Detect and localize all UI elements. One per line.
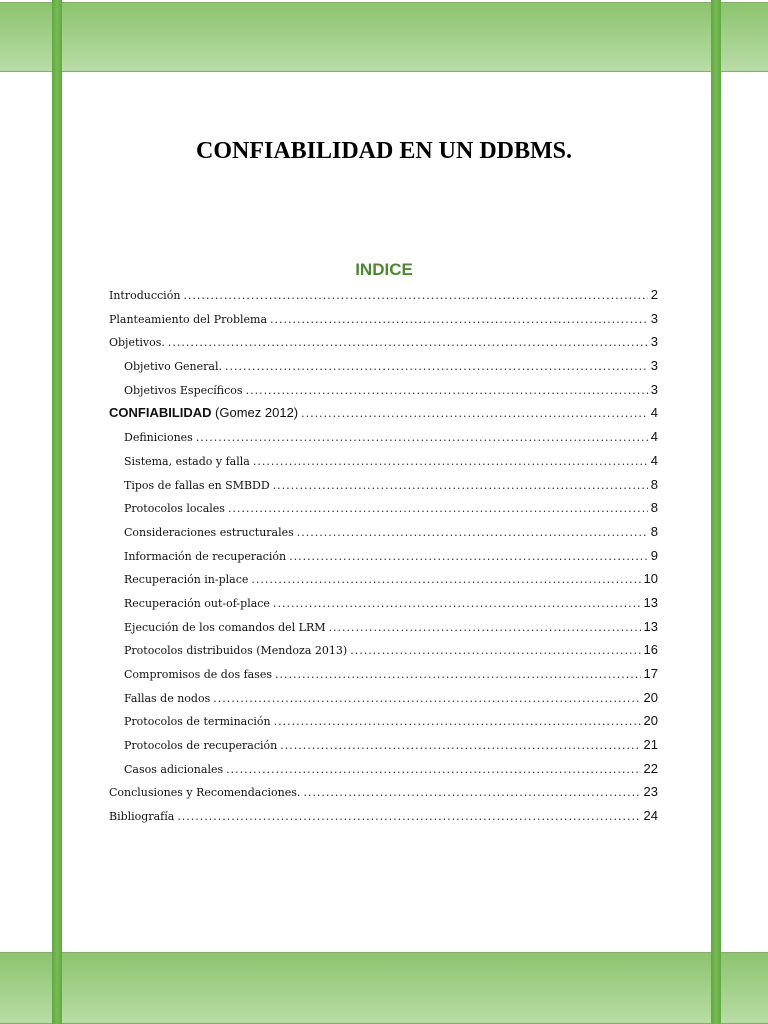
toc-page-number: 9 bbox=[650, 547, 658, 563]
toc-entry[interactable] bbox=[109, 595, 658, 619]
toc-entry-label: Introducción bbox=[109, 289, 181, 302]
toc-entry[interactable] bbox=[109, 548, 658, 572]
dot-leader bbox=[251, 573, 640, 586]
toc-page-number: 8 bbox=[650, 523, 658, 539]
toc-page-number: 20 bbox=[643, 689, 658, 705]
toc-entry-label: Fallas de nodos bbox=[124, 691, 211, 705]
toc-entry-label: Protocolos de terminación bbox=[124, 715, 271, 729]
toc-entry-label: Consideraciones estructurales bbox=[124, 525, 294, 539]
toc-entry[interactable] bbox=[109, 405, 658, 429]
dot-leader bbox=[275, 668, 640, 681]
toc-page-number: 23 bbox=[643, 784, 658, 800]
toc-entry[interactable] bbox=[109, 619, 658, 643]
toc-entry[interactable] bbox=[109, 666, 658, 690]
bottom-decorative-band bbox=[0, 952, 768, 1024]
toc-entry-label: Compromisos de dos fases bbox=[124, 668, 273, 681]
toc-entry[interactable] bbox=[109, 453, 658, 477]
toc-entry[interactable] bbox=[109, 808, 658, 832]
toc-page-number: 2 bbox=[650, 287, 658, 302]
dot-leader bbox=[297, 526, 648, 539]
toc-entry[interactable] bbox=[109, 761, 658, 785]
toc-page-number: 17 bbox=[643, 666, 658, 681]
toc-entry[interactable] bbox=[109, 524, 658, 548]
toc-page-number: 13 bbox=[643, 594, 658, 610]
dot-leader bbox=[273, 479, 648, 492]
toc-entry-label: Sistema, estado y falla bbox=[124, 454, 250, 468]
toc-entry[interactable] bbox=[109, 713, 658, 737]
toc-entry[interactable] bbox=[109, 358, 658, 382]
toc-page-number: 3 bbox=[650, 358, 658, 374]
top-decorative-band bbox=[0, 2, 768, 72]
dot-leader bbox=[270, 313, 648, 326]
toc-entry-citation: (Gomez 2012) bbox=[215, 405, 299, 421]
dot-leader bbox=[177, 810, 640, 823]
toc-entry-label: Objetivo General. bbox=[124, 360, 222, 374]
dot-leader bbox=[274, 715, 641, 728]
toc-entry[interactable] bbox=[109, 429, 658, 453]
dot-leader bbox=[280, 739, 640, 752]
index-heading: INDICE bbox=[355, 260, 413, 279]
toc-entry-label: Planteamiento del Problema bbox=[109, 312, 268, 326]
dot-leader bbox=[168, 336, 648, 349]
toc-entry-label bbox=[109, 405, 298, 420]
dot-leader bbox=[273, 597, 641, 610]
document-title: CONFIABILIDAD EN UN DDBMS. bbox=[195, 138, 573, 164]
dot-leader bbox=[196, 431, 648, 444]
toc-page-number: 3 bbox=[650, 310, 658, 326]
dot-leader bbox=[183, 289, 647, 302]
toc-page-number: 3 bbox=[650, 334, 658, 350]
toc-entry[interactable] bbox=[109, 500, 658, 524]
toc-entry[interactable] bbox=[109, 642, 658, 666]
dot-leader bbox=[228, 502, 648, 515]
dot-leader bbox=[246, 384, 648, 397]
toc-page-number: 21 bbox=[643, 737, 658, 753]
dot-leader bbox=[303, 786, 640, 799]
toc-page-number: 3 bbox=[650, 381, 658, 397]
dot-leader bbox=[301, 407, 648, 420]
toc-entry-label: Protocolos locales bbox=[124, 502, 225, 516]
dot-leader bbox=[350, 644, 640, 657]
toc-entry[interactable] bbox=[109, 690, 658, 714]
toc-entry-label: Ejecución de los comandos del LRM bbox=[124, 620, 326, 634]
dot-leader bbox=[225, 360, 648, 373]
toc-entry[interactable] bbox=[109, 334, 658, 358]
dot-leader bbox=[329, 621, 641, 634]
toc-page-number: 20 bbox=[643, 713, 658, 729]
toc-entry-label: Protocolos de recuperación bbox=[124, 739, 278, 753]
toc-page-number: 4 bbox=[650, 429, 658, 445]
toc-entry[interactable] bbox=[109, 737, 658, 761]
toc-entry[interactable] bbox=[109, 287, 658, 311]
dot-leader bbox=[226, 763, 640, 776]
toc-entry-label: Recuperación in-place bbox=[124, 573, 249, 587]
toc-page-number: 24 bbox=[643, 808, 658, 824]
toc-entry-label: Bibliografía bbox=[109, 810, 175, 824]
toc-entry[interactable] bbox=[109, 382, 658, 406]
dot-leader bbox=[289, 550, 648, 563]
toc-entry[interactable] bbox=[109, 477, 658, 501]
table-of-contents bbox=[109, 287, 658, 832]
toc-page-number: 16 bbox=[643, 642, 658, 658]
toc-entry-label: Información de recuperación bbox=[124, 549, 287, 563]
dot-leader bbox=[253, 455, 648, 468]
toc-entry-label: Objetivos Específicos bbox=[124, 383, 243, 397]
toc-page-number: 22 bbox=[643, 760, 658, 776]
toc-page-number: 10 bbox=[643, 571, 658, 587]
toc-entry-label: Recuperación out-of-place bbox=[124, 596, 270, 610]
toc-entry-label: Protocolos distribuidos (Mendoza 2013) bbox=[124, 644, 348, 658]
toc-page-number: 13 bbox=[643, 618, 658, 634]
toc-entry-label: Tipos de fallas en SMBDD bbox=[124, 478, 270, 492]
toc-entry[interactable] bbox=[109, 311, 658, 335]
toc-page-number: 4 bbox=[650, 405, 658, 421]
toc-entry-label: Conclusiones y Recomendaciones. bbox=[109, 786, 301, 800]
toc-entry-label: Definiciones bbox=[124, 431, 193, 445]
dot-leader bbox=[213, 692, 640, 705]
toc-page-number: 8 bbox=[650, 500, 658, 516]
toc-entry[interactable] bbox=[109, 784, 658, 808]
toc-entry-label: Objetivos. bbox=[109, 336, 165, 350]
toc-page-number: 4 bbox=[650, 452, 658, 468]
toc-page-number: 8 bbox=[650, 476, 658, 492]
toc-entry-main: CONFIABILIDAD bbox=[109, 405, 212, 421]
toc-entry-label: Casos adicionales bbox=[124, 762, 224, 776]
toc-entry[interactable] bbox=[109, 571, 658, 595]
